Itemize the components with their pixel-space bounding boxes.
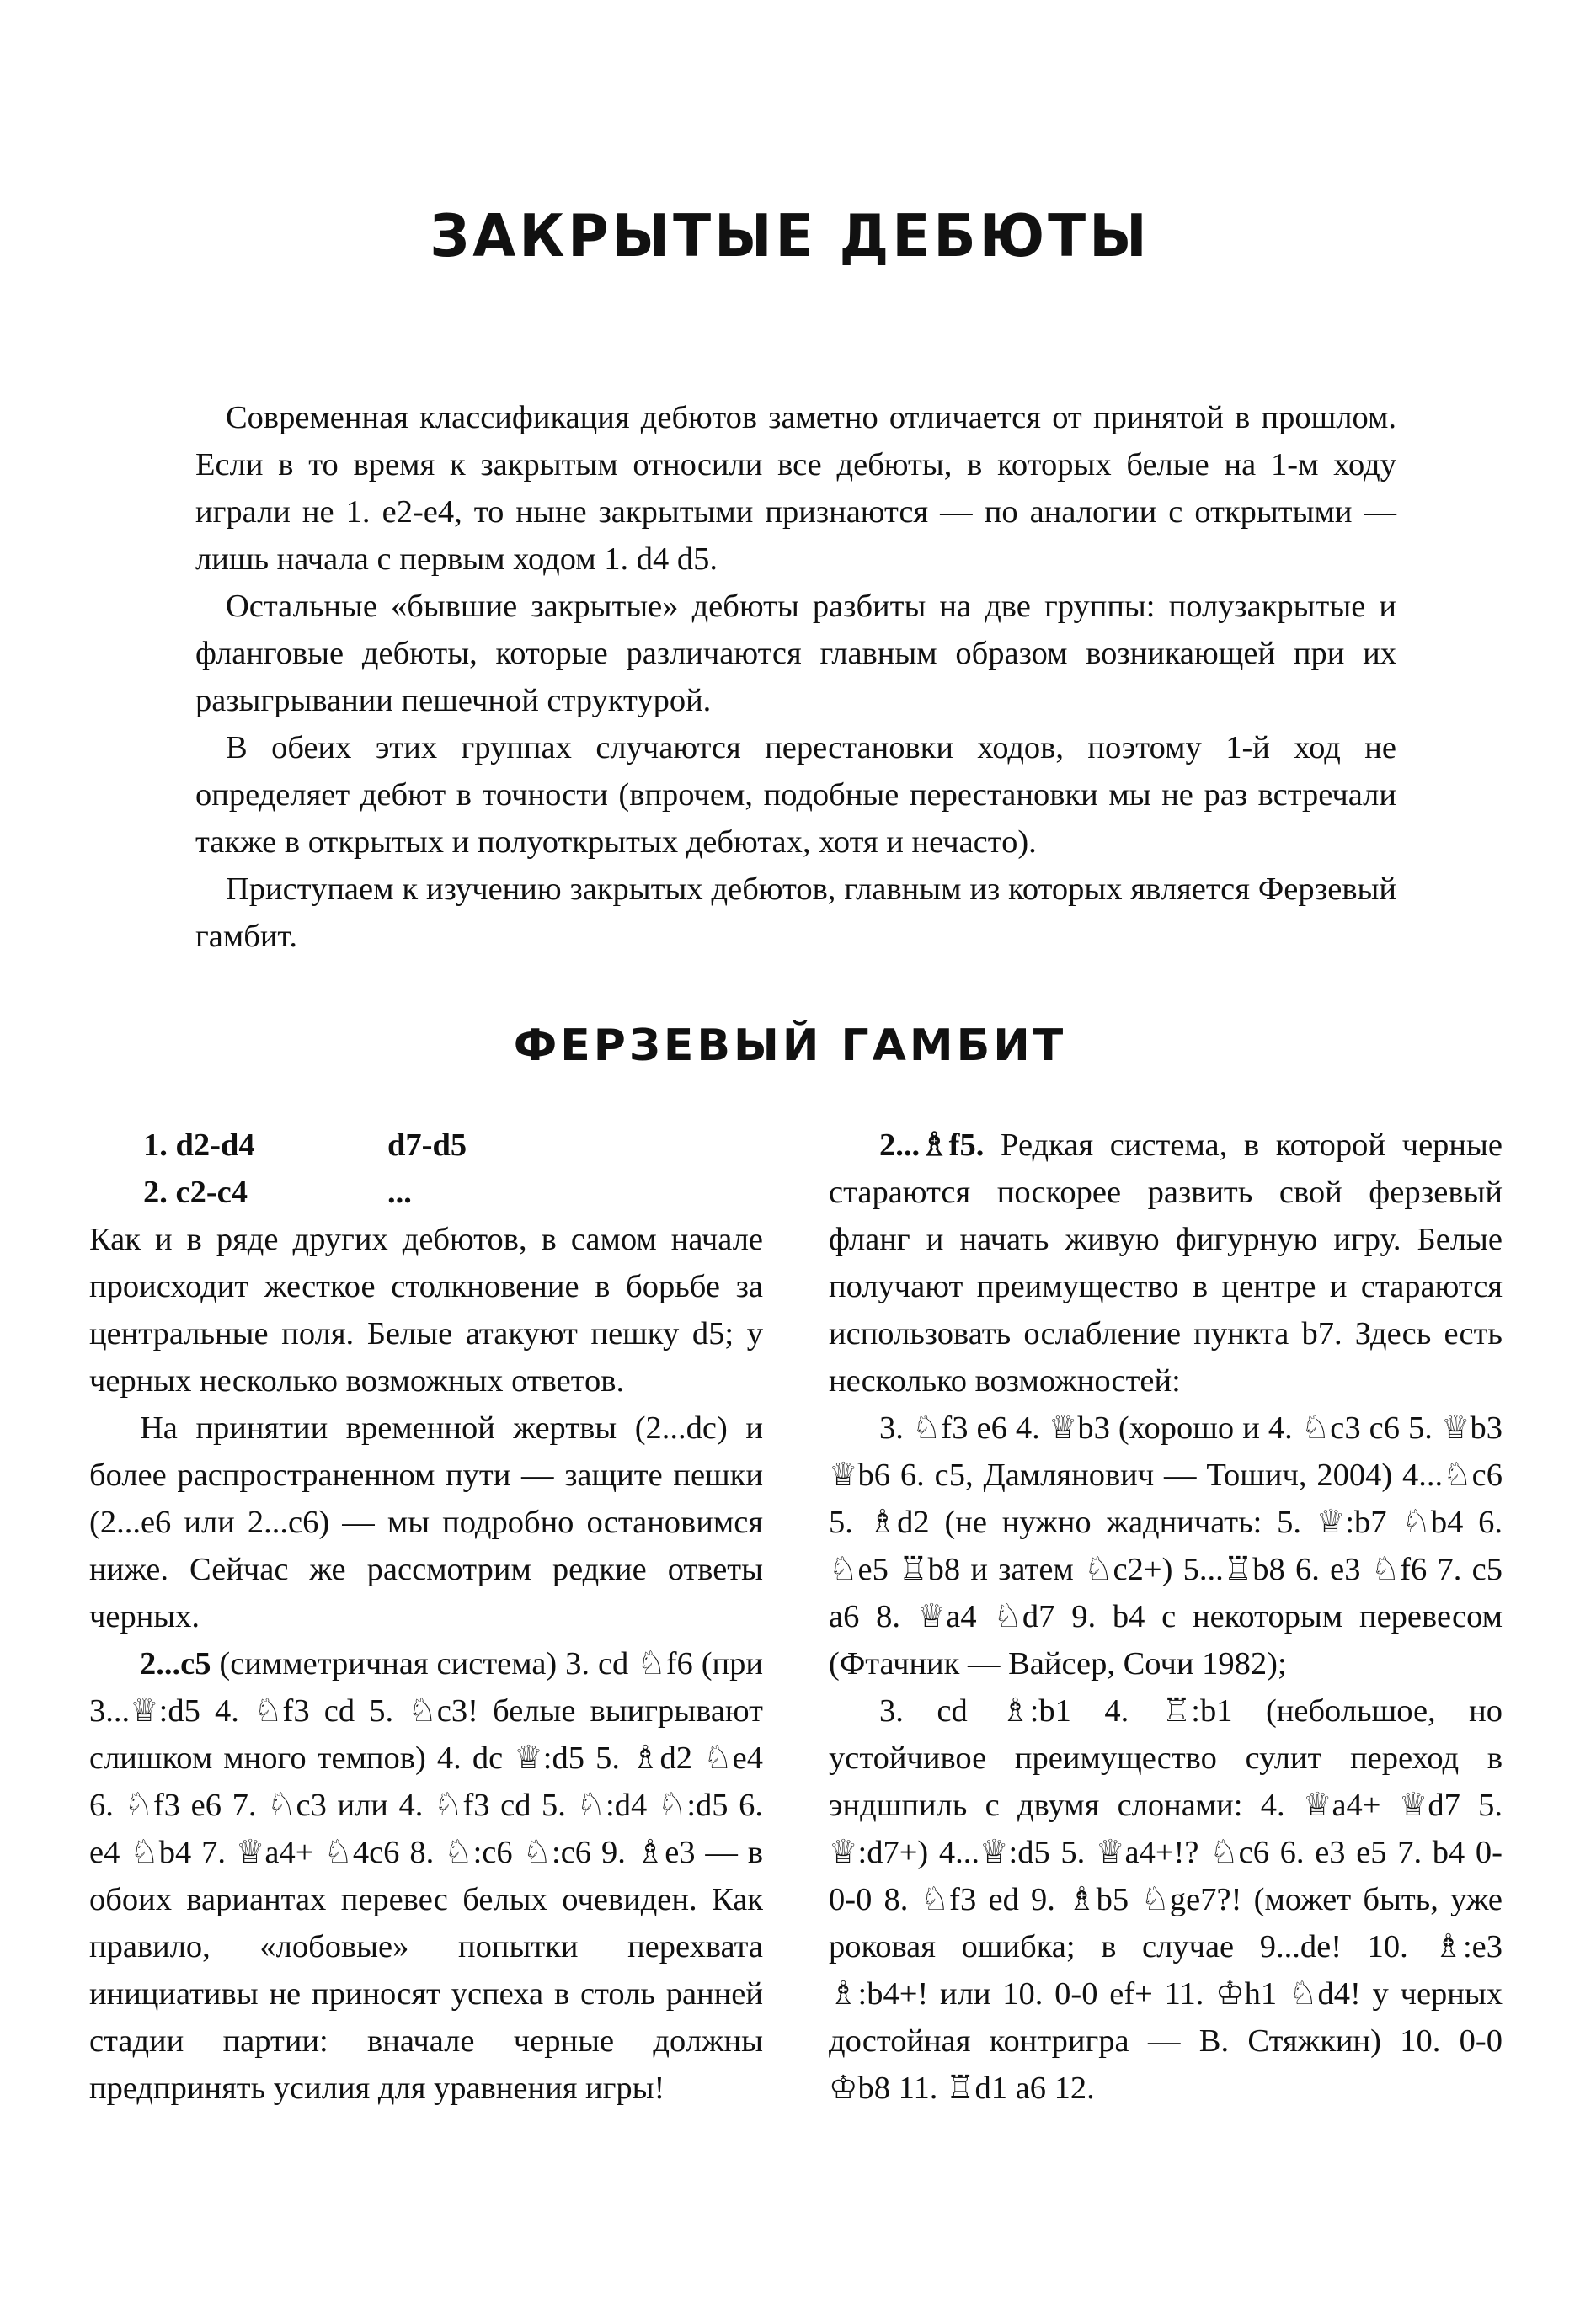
page-title: ЗАКРЫТЫЕ ДЕБЮТЫ bbox=[430, 202, 1150, 270]
intro-paragraph-1: Современная классификация дебютов заметно отличается от принятой в прошлом. Если в то время к закрытым относили все дебюты, в которых белые на 1-м ходу играли не 1. e2-e4, то ныне закрытыми признаются — по аналогии с открытыми — лишь начала с первым ходом 1. d4 d5. bbox=[195, 400, 1396, 577]
intro-paragraph-4: Приступаем к изучению закрытых дебютов, главным из которых является Ферзевый гамбит. bbox=[195, 872, 1396, 954]
left-column bbox=[89, 1122, 763, 2112]
left-paragraph-3 bbox=[89, 1640, 763, 2112]
right-paragraph-2: 3. ♘f3 e6 4. ♕b3 (хорошо и 4. ♘c3 c6 5. ♕b3 ♕b6 6. c5, Дамлянович — Тошич, 2004) 4...♘c6 5. ♗d2 (не нужно жадничать: 5. ♕:b7 ♘b4 6. ♘e5 ♖b8 и затем ♘c2+) 5...♖b8 6. e3 ♘f6 7. c5 a6 8. ♕a4 ♘d7 9. b4 с некоторым перевесом (Фтачник — Вайсер, Сочи 1982); bbox=[829, 1410, 1503, 1682]
left-paragraph-1: Как и в ряде других дебютов, в самом начале происходит жесткое столкновение в борьбе за центральные поля. Белые атакуют пешку d5; у черных несколько возможных ответов. bbox=[89, 1222, 763, 1399]
right-paragraph-3: 3. cd ♗:b1 4. ♖:b1 (небольшое, но устойчивое преимущество сулит переход в эндшпиль с двумя слонами: 4. ♕a4+ ♕d7 5. ♕:d7+) 4...♕:d5 5. ♕a4+!? ♘c6 6. e3 e5 7. b4 0-0-0 8. ♘f3 ed 9. ♗b5 ♘ge7?! (может быть, уже роковая ошибка; в случае 9...de! 10. ♗:e3 ♗:b4+! или 10. 0-0 ef+ 11. ♔h1 ♘d4! у черных достойная контригра — В. Стяжкин) 10. 0-0 ♔b8 11. ♖d1 a6 12. bbox=[829, 1693, 1503, 2106]
white-move: 2. c2-c4 bbox=[143, 1175, 248, 1210]
black-move: d7-d5 bbox=[387, 1127, 467, 1163]
section-title: ФЕРЗЕВЫЙ ГАМБИТ bbox=[513, 1021, 1067, 1071]
variation-text: (симметричная система) 3. cd ♘f6 (при 3...♕:d5 4. ♘f3 cd 5. ♘c3! белые выигрывают слишком много темпов) 4. dc ♕:d5 5. ♗d2 ♘e4 6. ♘f3 e6 7. ♘c3 или 4. ♘f3 cd 5. ♘:d4 ♘:d5 6. e4 ♘b4 7. ♕a4+ ♘4c6 8. ♘:c6 ♘:c6 9. ♗e3 — в обоих вариантах перевес белых очевиден. Как правило, «лобовые» попытки перехвата инициативы не приносят успеха в столь ранней стадии партии: вначале черные должны предпринять усилия для уравнения игры! bbox=[89, 1646, 763, 2106]
variation-lead: 2...c5 bbox=[140, 1646, 211, 1682]
intro-paragraph-3: В обеих этих группах случаются перестановки ходов, поэтому 1-й ход не определяет дебют в точности (впрочем, подобные перестановки мы не раз встречали также в открытых и полуоткрытых дебютах, хотя и нечасто). bbox=[195, 730, 1396, 860]
right-column bbox=[829, 1122, 1503, 2112]
opening-moves bbox=[89, 1122, 763, 1216]
left-paragraph-2: На принятии временной жертвы (2...dc) и более распространенном пути — защите пешки (2...e6 или 2...c6) — мы подробно остановимся ниже. Сейчас же рассмотрим редкие ответы черных. bbox=[89, 1410, 763, 1634]
move-row bbox=[89, 1169, 763, 1216]
intro-text bbox=[195, 394, 1396, 960]
intro-paragraph-2: Остальные «бывшие закрытые» дебюты разбиты на две группы: полузакрытые и фланговые дебюты, которые различаются главным образом возникающей при их разыгрывании пешечной структурой. bbox=[195, 589, 1396, 718]
variation-lead: 2...♗f5. bbox=[879, 1127, 985, 1163]
right-paragraph-1 bbox=[829, 1122, 1503, 1405]
move-row bbox=[89, 1122, 763, 1169]
black-move: ... bbox=[387, 1175, 412, 1210]
white-move: 1. d2-d4 bbox=[143, 1127, 255, 1163]
variation-text: Редкая система, в которой черные стараются поскорее развить свой ферзевый фланг и начать живую фигурную игру. Белые получают преимущество в центре и стараются использовать ослабление пункта b7. Здесь есть несколько возможностей: bbox=[829, 1127, 1503, 1399]
